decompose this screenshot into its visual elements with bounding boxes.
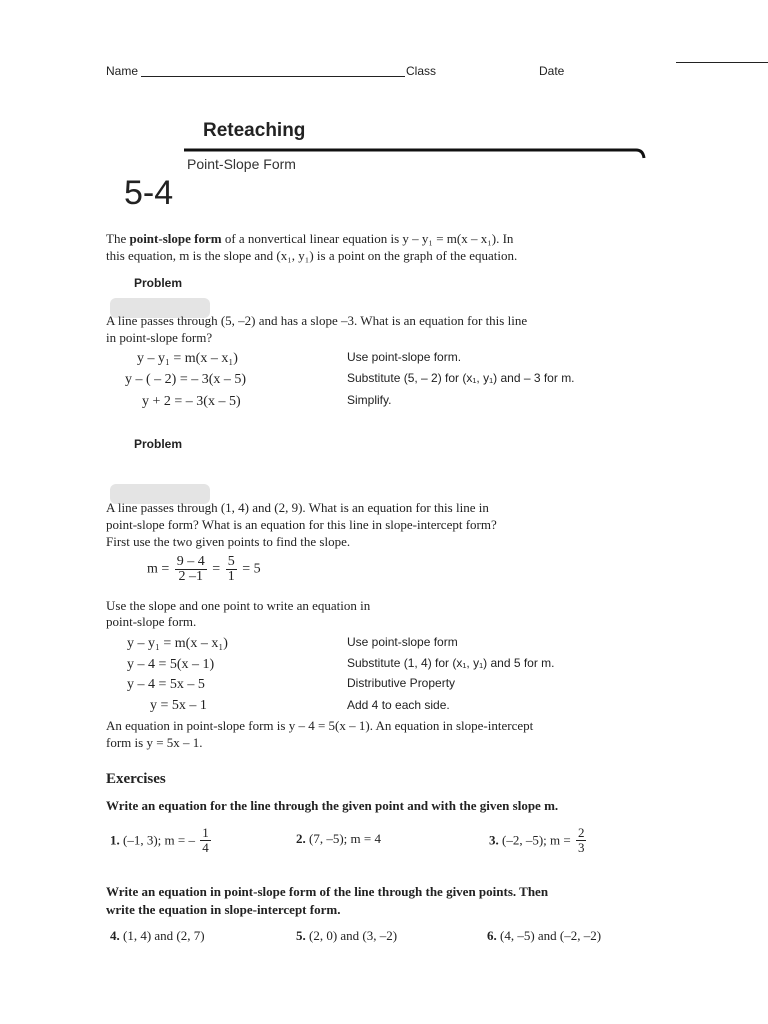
p2-step-2-eq: y – 4 = 5(x – 1) xyxy=(127,657,215,672)
problem-1-label: Problem xyxy=(134,276,183,290)
class-label: Class xyxy=(406,64,437,78)
problem-2-question-3: First use the two given points to find the slope. xyxy=(106,534,351,549)
use-slope-line-2: point-slope form. xyxy=(106,614,197,629)
lesson-number: 5-4 xyxy=(124,174,174,212)
exercise-1: 1. (–1, 3); m = – $\frac{1}{4}$ xyxy=(110,825,209,855)
problem-1-question-2: in point-slope form? xyxy=(106,330,213,345)
p1-step-1-eq: y – y₁ = m(x – x₁) xyxy=(137,351,238,366)
exercise-5: 5. (2, 0) and (3, –2) xyxy=(296,928,398,943)
p2-step-4-eq: y = 5x – 1 xyxy=(150,698,207,713)
page-title: Reteaching xyxy=(203,120,306,141)
use-slope-line-1: Use the slope and one point to write an equation in xyxy=(106,598,371,613)
p2-step-3-eq: y – 4 = 5x – 5 xyxy=(127,677,205,692)
subtitle: Point-Slope Form xyxy=(187,156,296,172)
conclusion-line-1: An equation in point-slope form is y – 4 = 5(x – 1). An equation in slope-intercept xyxy=(106,718,534,733)
problem-2-label: Problem xyxy=(134,437,183,451)
p1-step-1-note: Use point-slope form. xyxy=(347,350,462,364)
exercises-instruction-2b: write the equation in slope-intercept form. xyxy=(106,902,341,917)
date-label: Date xyxy=(539,64,565,78)
problem-1-question-1: A line passes through (5, –2) and has a slope –3. What is an equation for this line xyxy=(106,313,528,328)
p2-step-4-note: Add 4 to each side. xyxy=(347,698,450,712)
problem-2-question-1: A line passes through (1, 4) and (2, 9). What is an equation for this line in xyxy=(106,500,489,515)
p2-step-3-note: Distributive Property xyxy=(347,676,456,690)
p1-step-3-eq: y + 2 = – 3(x – 5) xyxy=(142,394,241,409)
exercises-instruction-1: Write an equation for the line through the given point and with the given slope m. xyxy=(106,798,559,813)
exercises-instruction-2a: Write an equation in point-slope form of the line through the given points. Then xyxy=(106,884,549,899)
p2-step-2-note: Substitute (1, 4) for (x₁, y₁) and 5 for m. xyxy=(347,656,555,670)
p2-step-1-eq: y – y₁ = m(x – x₁) xyxy=(127,636,228,651)
slope-calculation: m = $\frac{9 - 4}{2 -1}$ = $\frac{5}{1}$ = 5 xyxy=(147,554,261,584)
problem-2-question-2: point-slope form? What is an equation for this line in slope-intercept form? xyxy=(106,517,497,532)
p1-step-2-eq: y – ( – 2) = – 3(x – 5) xyxy=(125,372,247,387)
conclusion-line-2: form is y = 5x – 1. xyxy=(106,735,203,750)
exercise-3: 3. (–2, –5); m = $\frac{2}{3}$ xyxy=(489,825,585,855)
p1-step-3-note: Simplify. xyxy=(347,393,392,407)
name-label: Name xyxy=(106,64,139,78)
date-field[interactable] xyxy=(676,62,768,63)
exercises-heading: Exercises xyxy=(106,771,166,787)
p1-step-2-note: Substitute (5, – 2) for (x₁, y₁) and – 3 for m. xyxy=(347,371,575,385)
p2-step-1-note: Use point-slope form xyxy=(347,635,458,649)
intro-line-1: The point-slope form of a nonvertical linear equation is y – y₁ = m(x – x₁). In xyxy=(106,231,514,246)
intro-line-2: this equation, m is the slope and (x₁, y₁) is a point on the graph of the equation. xyxy=(106,248,518,263)
exercise-2: 2. (7, –5); m = 4 xyxy=(296,831,381,846)
name-field[interactable] xyxy=(141,76,405,77)
exercise-6: 6. (4, –5) and (–2, –2) xyxy=(487,928,602,943)
exercise-4: 4. (1, 4) and (2, 7) xyxy=(110,928,205,943)
